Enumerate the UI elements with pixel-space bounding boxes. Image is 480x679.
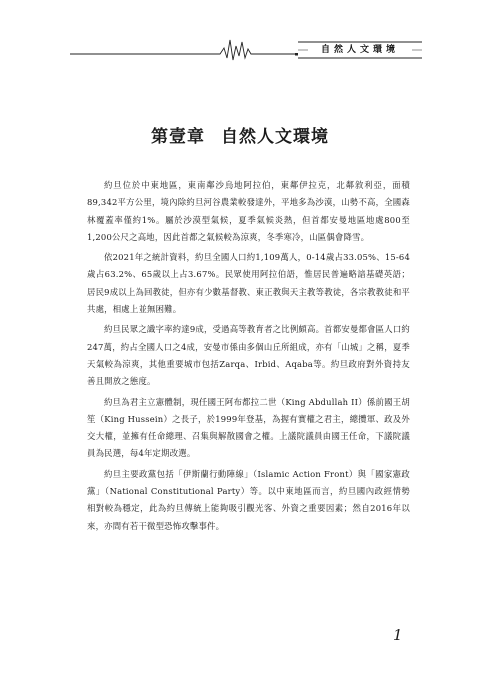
chapter-name: 自然人文環境: [221, 127, 329, 147]
running-header: [70, 36, 422, 62]
paragraph: 約旦位於中東地區，東南鄰沙烏地阿拉伯，東鄰伊拉克，北鄰敘利亞，面積89,342平方公里，境內除約旦河谷農業較發達外，平地多為沙漠，山勢不高，全國森林覆蓋率僅約1%。屬於沙漠型氣候，夏季氣候炎熱，但首都安曼地區地處800至1,200公尺之高地，因此首都之氣候較為涼爽，冬季寒冷，山區偶會降雪。: [87, 180, 410, 242]
paragraph: 依2021年之統計資料，約旦全國人口約1,109萬人，0-14歲占33.05%、15-64歲占63.2%、65歲以上占3.67%。民眾使用阿拉伯語，惟居民普遍略諳基礎英語；居民9成以上為回教徒，但亦有少數基督教、東正教與天主教等教徒，各宗教教徒和平共處，相處上並無困難。: [87, 252, 410, 315]
body-text: [87, 177, 410, 538]
paragraph: 約旦民眾之識字率約達9成，受過高等教育者之比例頗高。首都安曼都會區人口約247萬，約占全國人口之4成，安曼市係由多個山丘所組成，亦有「山城」之稱，夏季天氣較為涼爽，其他重要城市包括Zarqa、Irbid、Aqaba等。約旦政府對外資持友善且開放之態度。: [87, 324, 410, 387]
chapter-number: 第壹章: [151, 127, 205, 147]
section-label: 自然人文環境: [308, 44, 412, 56]
page-number: 1: [393, 626, 403, 644]
chapter-title: [0, 122, 480, 147]
paragraph: 約旦為君主立憲體制，現任國王阿布都拉二世（King Abdullah II）係前國王胡笙（King Hussein）之長子，於1999年登基，為握有實權之君主，總攬軍、政及外交大權，並擁有任命總理、召集與解散國會之權。上議院議員由國王任命，下議院議員為民選，每4年定期改選。: [87, 396, 410, 459]
paragraph: 約旦主要政黨包括「伊斯蘭行動陣線」（Islamic Action Front）與「國家憲政黨」（National Constitutional Party）等。以中東地區而言，約旦國內政經情勢相對較為穩定，此為約旦傳統上能夠吸引觀光客、外資之重要因素；然自2016年以來，亦間有若干微型恐怖攻擊事件。: [87, 468, 410, 531]
